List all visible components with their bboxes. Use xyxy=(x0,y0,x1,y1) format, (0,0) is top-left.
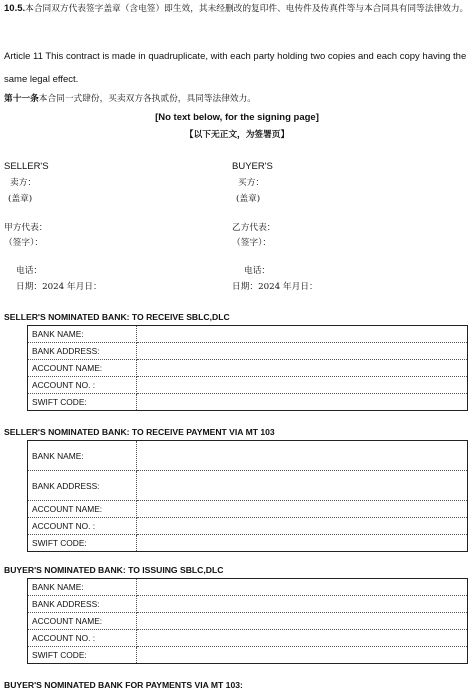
table-row xyxy=(28,343,468,360)
account-no-label: ACCOUNT NO. : xyxy=(28,518,137,535)
bank-table-buyer-sblc xyxy=(27,578,468,664)
article-text: 本合同一式肆份，买卖双方各执贰份，具同等法律效力。 xyxy=(38,94,256,104)
bank-name-field[interactable] xyxy=(137,326,468,343)
buyer-sign-label: （签字）： xyxy=(232,238,272,248)
table-row xyxy=(28,596,468,613)
no-text-notice-en: [No text below, for the signing page] xyxy=(155,112,319,123)
account-no-label: ACCOUNT NO. : xyxy=(28,377,137,394)
account-name-label: ACCOUNT NAME: xyxy=(28,501,137,518)
bank-address-field[interactable] xyxy=(137,471,468,501)
section-title: SELLER'S NOMINATED BANK: TO RECEIVE SBLC,DLC xyxy=(4,312,230,322)
table-row xyxy=(28,326,468,343)
table-row xyxy=(28,579,468,596)
swift-code-field[interactable] xyxy=(137,647,468,664)
swift-code-label: SWIFT CODE: xyxy=(28,394,137,411)
account-name-label: ACCOUNT NAME: xyxy=(28,360,137,377)
buyer-rep-label: 乙方代表： xyxy=(232,223,276,233)
article-11-cn xyxy=(4,91,470,107)
swift-code-label: SWIFT CODE: xyxy=(28,535,137,552)
seller-rep-label: 甲方代表： xyxy=(4,223,48,233)
no-text-notice-cn: 【以下无正文，为签署页】 xyxy=(184,130,290,140)
article-11-en: Article 11 This contract is made in quadruplicate, with each party holding two copies and each copy having the same legal effect. xyxy=(4,51,467,85)
bank-name-label: BANK NAME: xyxy=(28,579,137,596)
table-row xyxy=(28,501,468,518)
bank-name-field[interactable] xyxy=(137,441,468,471)
buyer-heading: BUYER'S xyxy=(232,161,273,172)
account-name-label: ACCOUNT NAME: xyxy=(28,613,137,630)
section-title: BUYER'S NOMINATED BANK: TO ISSUING SBLC,DLC xyxy=(4,565,224,575)
buyer-phone-label: 电话： xyxy=(244,266,271,276)
account-no-label: ACCOUNT NO. : xyxy=(28,630,137,647)
bank-address-label: BANK ADDRESS: xyxy=(28,471,137,501)
bank-name-field[interactable] xyxy=(137,579,468,596)
table-row xyxy=(28,518,468,535)
section-title: SELLER'S NOMINATED BANK: TO RECEIVE PAYMENT VIA MT 103 xyxy=(4,427,275,437)
seller-date-label: 日期：2024 年月日： xyxy=(16,282,102,292)
seller-heading: SELLER'S xyxy=(4,161,49,172)
bank-address-label: BANK ADDRESS: xyxy=(28,343,137,360)
bank-table-seller-mt103 xyxy=(27,440,468,552)
bank-address-field[interactable] xyxy=(137,596,468,613)
buyer-party-label: 买方： xyxy=(238,178,265,188)
account-name-field[interactable] xyxy=(137,360,468,377)
account-no-field[interactable] xyxy=(137,630,468,647)
table-row xyxy=(28,647,468,664)
seller-sign-label: （签字）： xyxy=(4,238,44,248)
swift-code-label: SWIFT CODE: xyxy=(28,647,137,664)
clause-text: 本合同双方代表签字盖章（含电签）即生效，其未经删改的复印件、电传件及传真件等与本合同具有同等法律效力。 xyxy=(25,4,469,14)
bank-address-field[interactable] xyxy=(137,343,468,360)
buyer-date-label: 日期：2024 年月日： xyxy=(232,282,318,292)
table-row xyxy=(28,377,468,394)
clause-number: 10.5. xyxy=(4,3,26,14)
clause-10-5 xyxy=(4,1,470,17)
table-row xyxy=(28,441,468,471)
section-title: BUYER'S NOMINATED BANK FOR PAYMENTS VIA MT 103: xyxy=(4,680,243,690)
account-name-field[interactable] xyxy=(137,613,468,630)
article-label: 第十一条 xyxy=(4,94,39,104)
account-name-field[interactable] xyxy=(137,501,468,518)
swift-code-field[interactable] xyxy=(137,394,468,411)
buyer-seal: (盖章) xyxy=(236,194,261,204)
account-no-field[interactable] xyxy=(137,377,468,394)
seller-seal: (盖章) xyxy=(8,194,33,204)
seller-party-label: 卖方： xyxy=(10,178,37,188)
table-row xyxy=(28,535,468,552)
table-row xyxy=(28,471,468,501)
table-row xyxy=(28,630,468,647)
bank-name-label: BANK NAME: xyxy=(28,441,137,471)
seller-phone-label: 电话： xyxy=(16,266,43,276)
table-row xyxy=(28,394,468,411)
table-row xyxy=(28,360,468,377)
bank-table-seller-sblc xyxy=(27,325,468,411)
bank-address-label: BANK ADDRESS: xyxy=(28,596,137,613)
account-no-field[interactable] xyxy=(137,518,468,535)
bank-name-label: BANK NAME: xyxy=(28,326,137,343)
table-row xyxy=(28,613,468,630)
swift-code-field[interactable] xyxy=(137,535,468,552)
